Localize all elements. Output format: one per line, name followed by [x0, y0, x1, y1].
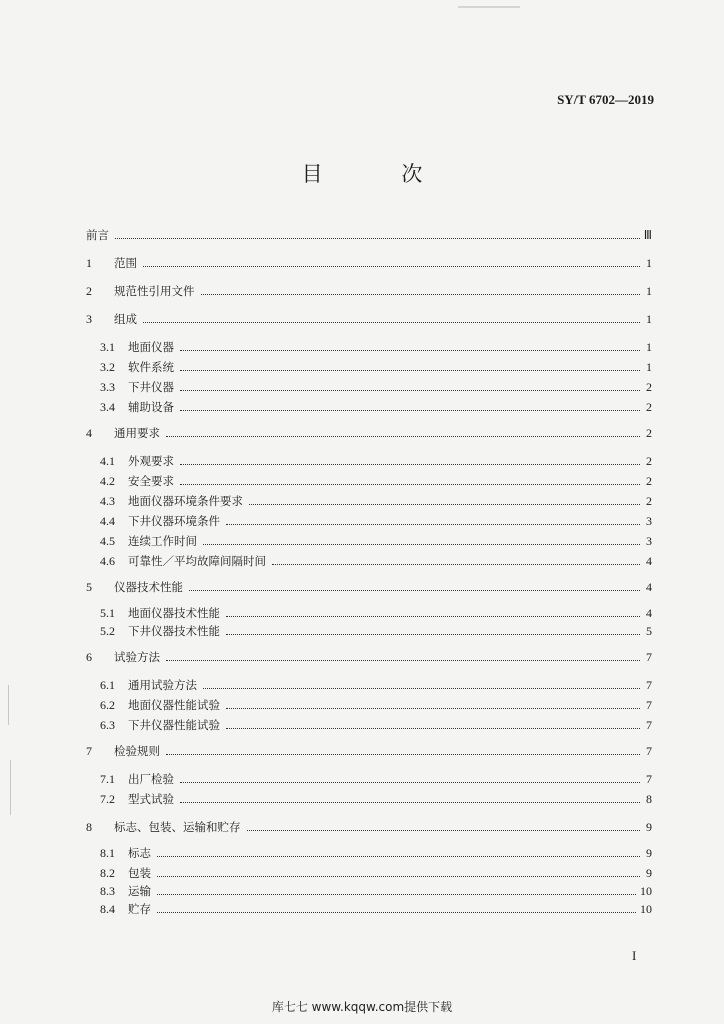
toc-entry[interactable]	[86, 250, 652, 270]
toc-entry-label: 前言	[86, 228, 109, 242]
toc-entry-label: 组成	[114, 312, 137, 326]
toc-entry-label: 通用试验方法	[128, 678, 197, 692]
toc-entry-number: 8	[86, 820, 92, 834]
toc-entry[interactable]	[86, 738, 652, 758]
dot-leader	[249, 503, 640, 505]
toc-entry-page: 3	[646, 514, 652, 528]
toc-entry-label: 型式试验	[128, 792, 174, 806]
dot-leader	[180, 463, 640, 465]
dot-leader	[201, 293, 641, 295]
toc-entry[interactable]	[100, 840, 652, 860]
toc-entry-page: 7	[646, 698, 652, 712]
toc-entry-label: 地面仪器性能试验	[128, 698, 220, 712]
toc-entry-number: 6	[86, 650, 92, 664]
toc-entry-label: 下井仪器环境条件	[128, 514, 220, 528]
dot-leader	[203, 687, 640, 689]
toc-entry-page: 9	[646, 866, 652, 880]
toc-entry-number: 8.4	[100, 902, 115, 916]
toc-entry-page: 7	[646, 650, 652, 664]
toc-entry-label: 规范性引用文件	[114, 284, 195, 298]
toc-entry-page: 2	[646, 474, 652, 488]
toc-entry[interactable]	[100, 712, 652, 732]
toc-entry-label: 下井仪器性能试验	[128, 718, 220, 732]
dot-leader	[180, 389, 640, 391]
toc-entry-page: 1	[646, 312, 652, 326]
dot-leader	[272, 563, 640, 565]
toc-entry[interactable]	[100, 896, 652, 916]
dot-leader	[226, 523, 640, 525]
toc-entry-page: 10	[640, 902, 652, 916]
toc-entry-label: 出厂检验	[128, 772, 174, 786]
dot-leader	[166, 659, 640, 661]
toc-entry-page: 9	[646, 820, 652, 834]
toc-entry-label: 辅助设备	[128, 400, 174, 414]
toc-title: 目 次	[301, 162, 459, 186]
toc-entry-number: 4.6	[100, 554, 115, 568]
toc-entry[interactable]	[100, 672, 652, 692]
toc-entry-label: 地面仪器技术性能	[128, 606, 220, 620]
toc-entry-page: 3	[646, 534, 652, 548]
dot-leader	[247, 829, 641, 831]
toc-entry-label: 软件系统	[128, 360, 174, 374]
toc-entry[interactable]	[100, 548, 652, 568]
dot-leader	[180, 369, 640, 371]
toc-entry-page: 7	[646, 678, 652, 692]
toc-entry-number: 7	[86, 744, 92, 758]
toc-entry-number: 8.1	[100, 846, 115, 860]
toc-entry[interactable]	[100, 468, 652, 488]
toc-entry[interactable]	[100, 878, 652, 898]
toc-entry[interactable]	[86, 222, 652, 242]
toc-entry-page: 10	[640, 884, 652, 898]
toc-entry-page: 2	[646, 426, 652, 440]
toc-entry-label: 包装	[128, 866, 151, 880]
toc-entry-page: 5	[646, 624, 652, 638]
toc-entry-page: 8	[646, 792, 652, 806]
dot-leader	[189, 589, 640, 591]
page-number: I	[632, 948, 637, 963]
dot-leader	[143, 321, 640, 323]
toc-entry-label: 标志、包装、运输和贮存	[114, 820, 241, 834]
dot-leader	[157, 875, 640, 877]
toc-entry[interactable]	[86, 644, 652, 664]
toc-entry-label: 地面仪器	[128, 340, 174, 354]
dot-leader	[157, 893, 636, 895]
toc-entry-page: 4	[646, 580, 652, 594]
toc-entry-page: 1	[646, 360, 652, 374]
toc-entry-page: 2	[646, 380, 652, 394]
toc-entry-number: 8.2	[100, 866, 115, 880]
toc-entry[interactable]	[100, 394, 652, 414]
dot-leader	[226, 707, 640, 709]
download-footer: 库七七 www.kqqw.com提供下载	[271, 1000, 453, 1014]
toc-entry-page: 7	[646, 718, 652, 732]
toc-entry-page: 1	[646, 256, 652, 270]
toc-entry-label: 外观要求	[128, 454, 174, 468]
dot-leader	[115, 237, 640, 239]
dot-leader	[166, 753, 640, 755]
toc-entry-label: 连续工作时间	[128, 534, 197, 548]
dot-leader	[226, 727, 640, 729]
toc-entry-label: 仪器技术性能	[114, 580, 183, 594]
scan-mark-top	[458, 6, 520, 8]
toc-entry-page: 2	[646, 494, 652, 508]
toc-entry[interactable]	[100, 448, 652, 468]
dot-leader	[180, 801, 640, 803]
toc-entry-number: 3.1	[100, 340, 115, 354]
toc-entry-page: 2	[646, 454, 652, 468]
toc-entry-number: 3	[86, 312, 92, 326]
toc-entry-number: 4.4	[100, 514, 115, 528]
dot-leader	[166, 435, 640, 437]
toc-entry-label: 安全要求	[128, 474, 174, 488]
toc-entry[interactable]	[100, 860, 652, 880]
dot-leader	[203, 543, 640, 545]
dot-leader	[157, 855, 640, 857]
toc-entry-page: 2	[646, 400, 652, 414]
toc-entry-label: 检验规则	[114, 744, 160, 758]
dot-leader	[180, 781, 640, 783]
toc-entry-page: 4	[646, 606, 652, 620]
toc-entry-number: 5	[86, 580, 92, 594]
toc-entry-label: 范围	[114, 256, 137, 270]
toc-entry-label: 试验方法	[114, 650, 160, 664]
dot-leader	[180, 483, 640, 485]
toc-entry-label: 下井仪器技术性能	[128, 624, 220, 638]
dot-leader	[226, 633, 640, 635]
toc-entry-number: 3.3	[100, 380, 115, 394]
toc-entry[interactable]	[100, 374, 652, 394]
toc-entry-number: 2	[86, 284, 92, 298]
dot-leader	[157, 911, 636, 913]
toc-entry-label: 地面仪器环境条件要求	[128, 494, 243, 508]
toc-entry[interactable]	[86, 420, 652, 440]
toc-entry-page: 4	[646, 554, 652, 568]
toc-entry-number: 6.2	[100, 698, 115, 712]
toc-entry-number: 4	[86, 426, 92, 440]
toc-entry[interactable]	[100, 786, 652, 806]
toc-entry-label: 通用要求	[114, 426, 160, 440]
toc-entry-number: 6.1	[100, 678, 115, 692]
toc-entry-page: 7	[646, 744, 652, 758]
document-code: SY/T 6702—2019	[557, 92, 654, 107]
toc-entry-number: 8.3	[100, 884, 115, 898]
toc-entry[interactable]	[100, 508, 652, 528]
toc-entry[interactable]	[86, 814, 652, 834]
toc-entry-page: 1	[646, 340, 652, 354]
toc-entry-page: 9	[646, 846, 652, 860]
toc-entry-number: 7.1	[100, 772, 115, 786]
toc-entry-number: 3.2	[100, 360, 115, 374]
toc-entry-page: Ⅲ	[643, 228, 652, 242]
toc-entry-number: 4.1	[100, 454, 115, 468]
toc-entry[interactable]	[100, 334, 652, 354]
toc-entry[interactable]	[86, 278, 652, 298]
toc-entry-label: 下井仪器	[128, 380, 174, 394]
toc-entry-label: 贮存	[128, 902, 151, 916]
toc-entry[interactable]	[100, 488, 652, 508]
toc-entry[interactable]	[100, 766, 652, 786]
scan-mark-left	[8, 685, 9, 725]
toc-entry-number: 4.5	[100, 534, 115, 548]
toc-entry-label: 可靠性／平均故障间隔时间	[128, 554, 266, 568]
toc-entry[interactable]	[86, 574, 652, 594]
toc-entry-number: 5.1	[100, 606, 115, 620]
toc-entry[interactable]	[100, 354, 652, 374]
toc-entry-number: 4.2	[100, 474, 115, 488]
dot-leader	[180, 349, 640, 351]
toc-entry[interactable]	[100, 600, 652, 620]
toc-entry-number: 6.3	[100, 718, 115, 732]
dot-leader	[180, 409, 640, 411]
toc-entry-number: 1	[86, 256, 92, 270]
toc-entry[interactable]	[100, 692, 652, 712]
toc-entry-number: 4.3	[100, 494, 115, 508]
toc-entry-number: 3.4	[100, 400, 115, 414]
dot-leader	[226, 615, 640, 617]
toc-entry-label: 运输	[128, 884, 151, 898]
toc-entry-page: 1	[646, 284, 652, 298]
toc-entry-number: 7.2	[100, 792, 115, 806]
toc-entry[interactable]	[100, 618, 652, 638]
scan-mark-left-2	[10, 760, 11, 815]
dot-leader	[143, 265, 640, 267]
toc-entry-label: 标志	[128, 846, 151, 860]
toc-entry[interactable]	[100, 528, 652, 548]
toc-entry-number: 5.2	[100, 624, 115, 638]
toc-entry-page: 7	[646, 772, 652, 786]
toc-entry[interactable]	[86, 306, 652, 326]
